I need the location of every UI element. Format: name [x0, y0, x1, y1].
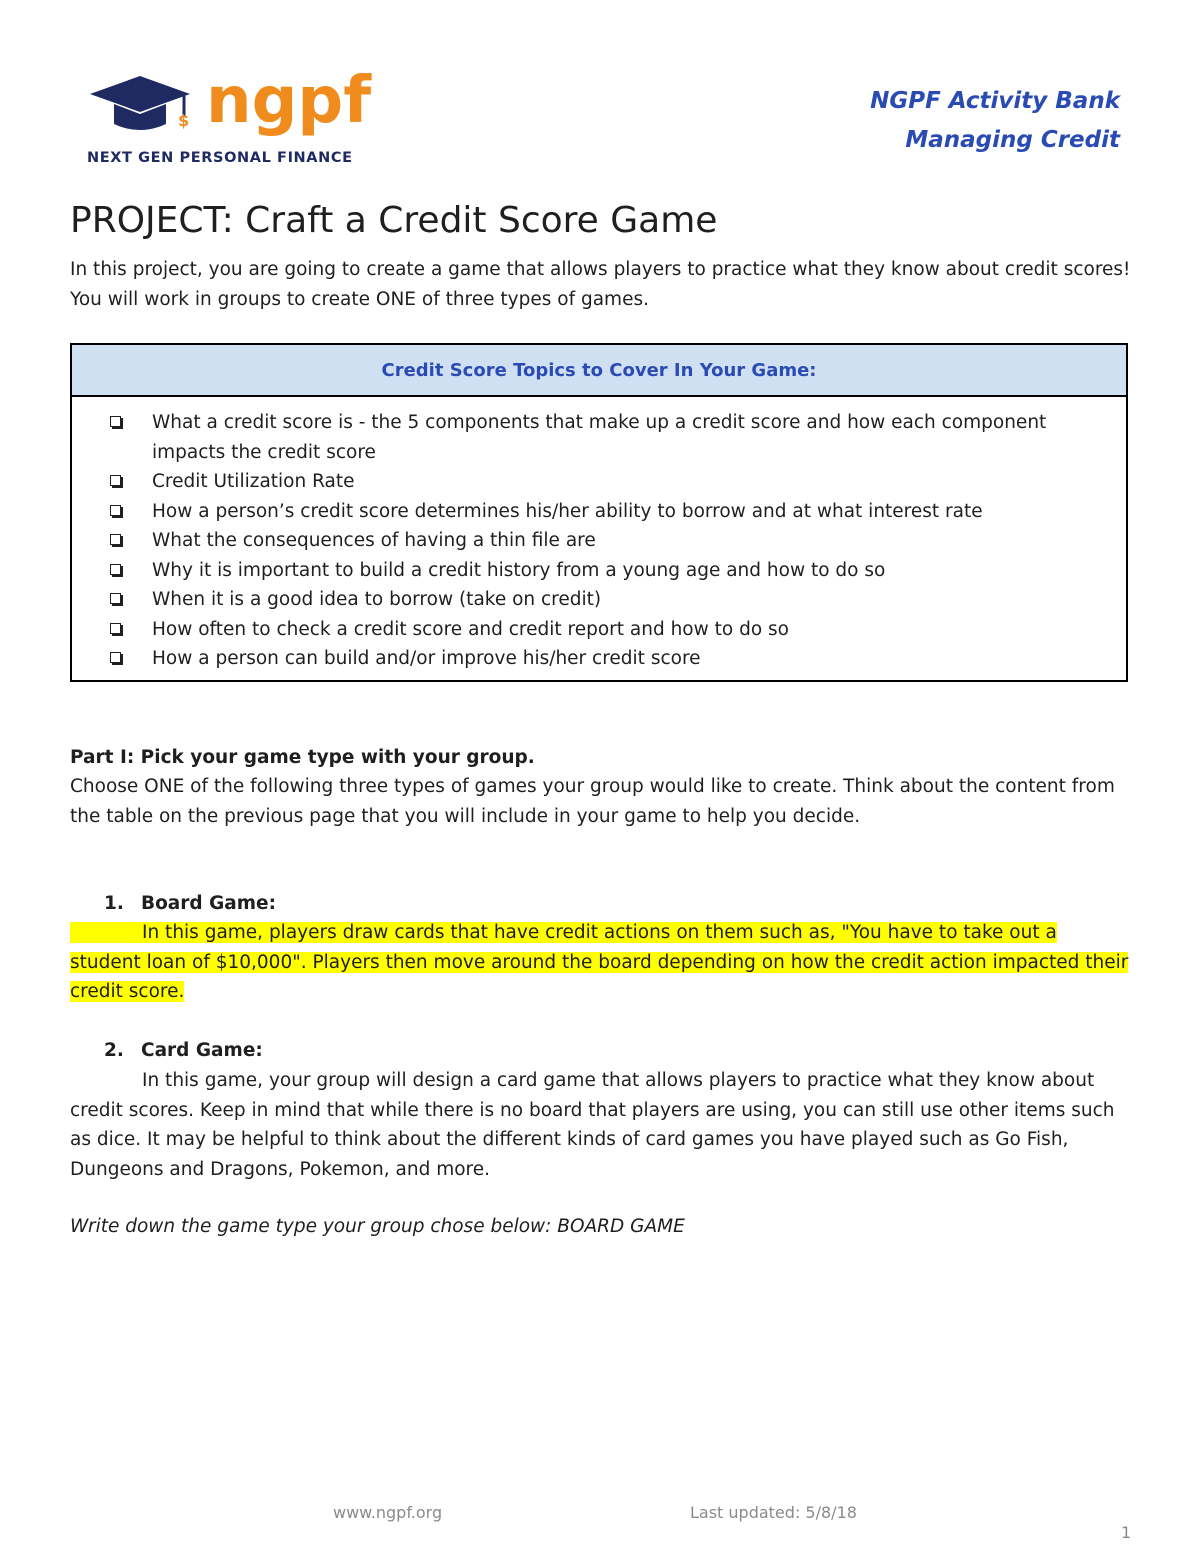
- checkbox-icon: [110, 534, 121, 545]
- part1-intro: Choose ONE of the following three types of games your group would like to create. Think about the content from the table on the previous page that you will include in your game to help you decide.: [70, 776, 1115, 827]
- page-number: 1: [1121, 1523, 1132, 1542]
- svg-text:ngpf: ngpf: [206, 64, 372, 138]
- topic-text: When it is a good idea to borrow (take on credit): [152, 589, 602, 610]
- topic-item: [72, 585, 1126, 615]
- option-title: Card Game:: [141, 1040, 263, 1061]
- topic-item: [72, 556, 1126, 586]
- svg-text:$: $: [178, 111, 190, 130]
- checkbox-icon: [110, 505, 121, 516]
- option-description-text: In this game, your group will design a card game that allows players to practice what they know about credit scores. Keep in mind that while there is no board that players are using, you can still use other items such as dice. It may be helpful to think about the different kinds of card games you have played such as Go Fish, Dungeons and Dragons, Pokemon, and more.: [70, 1070, 1115, 1180]
- logo-tagline: NEXT GEN PERSONAL FINANCE: [87, 150, 353, 166]
- topic-item: [72, 615, 1126, 645]
- topic-item: [72, 497, 1126, 527]
- footer-url[interactable]: www.ngpf.org: [333, 1503, 443, 1522]
- topics-list: [72, 397, 1126, 674]
- option-number: 1.: [104, 893, 124, 914]
- intro-paragraph: In this project, you are going to create a game that allows players to practice what they know about credit scores! You will work in groups to create ONE of three types of games.: [70, 259, 1131, 310]
- page-title: PROJECT: Craft a Credit Score Game: [70, 200, 718, 241]
- topic-item: [72, 644, 1126, 674]
- topic-text: How a person’s credit score determines his/her ability to borrow and at what interest rate: [152, 500, 983, 522]
- option-title: Board Game:: [141, 893, 276, 914]
- topic-text: What the consequences of having a thin file are: [152, 530, 596, 551]
- activity-bank-title: NGPF Activity Bank: [870, 88, 1120, 114]
- topic-text: Why it is important to build a credit history from a young age and how to do so: [152, 559, 886, 581]
- topic-item: [72, 467, 1126, 497]
- option-board-game-description: [70, 918, 1132, 1007]
- topic-text: Credit Utilization Rate: [152, 471, 355, 492]
- option-card-game-heading: [104, 1036, 263, 1066]
- topic-text: How often to check a credit score and credit report and how to do so: [152, 618, 789, 640]
- topics-table: [70, 343, 1128, 682]
- activity-bank-subtitle: Managing Credit: [905, 127, 1120, 153]
- checkbox-icon: [110, 416, 121, 427]
- checkbox-icon: [110, 475, 121, 486]
- option-number: 2.: [104, 1040, 124, 1061]
- option-card-game-description: [70, 1066, 1132, 1184]
- topic-text: What a credit score is - the 5 components that make up a credit score and how each component impacts the credit score: [152, 412, 1047, 463]
- checkbox-icon: [110, 593, 121, 604]
- part1-heading: Part I: Pick your game type with your group.: [70, 747, 535, 768]
- topic-item: [72, 408, 1126, 467]
- option-description-text: In this game, players draw cards that have credit actions on them such as, "You have to take out a student loan of $10,000". Players then move around the board depending on how the credit action impacted their credit score.: [70, 922, 1129, 1002]
- topic-text: How a person can build and/or improve his/her credit score: [152, 648, 701, 669]
- footer-last-updated: Last updated: 5/8/18: [690, 1503, 857, 1522]
- checkbox-icon: [110, 564, 121, 575]
- topic-item: [72, 526, 1126, 556]
- graduation-cap-icon: [88, 64, 388, 154]
- highlighted-text: [70, 922, 1128, 1002]
- topics-table-header: Credit Score Topics to Cover In Your Game:: [72, 345, 1126, 397]
- option-board-game-heading: [104, 889, 276, 919]
- checkbox-icon: [110, 623, 121, 634]
- game-type-answer: Write down the game type your group chose below: BOARD GAME: [70, 1216, 685, 1237]
- checkbox-icon: [110, 652, 121, 663]
